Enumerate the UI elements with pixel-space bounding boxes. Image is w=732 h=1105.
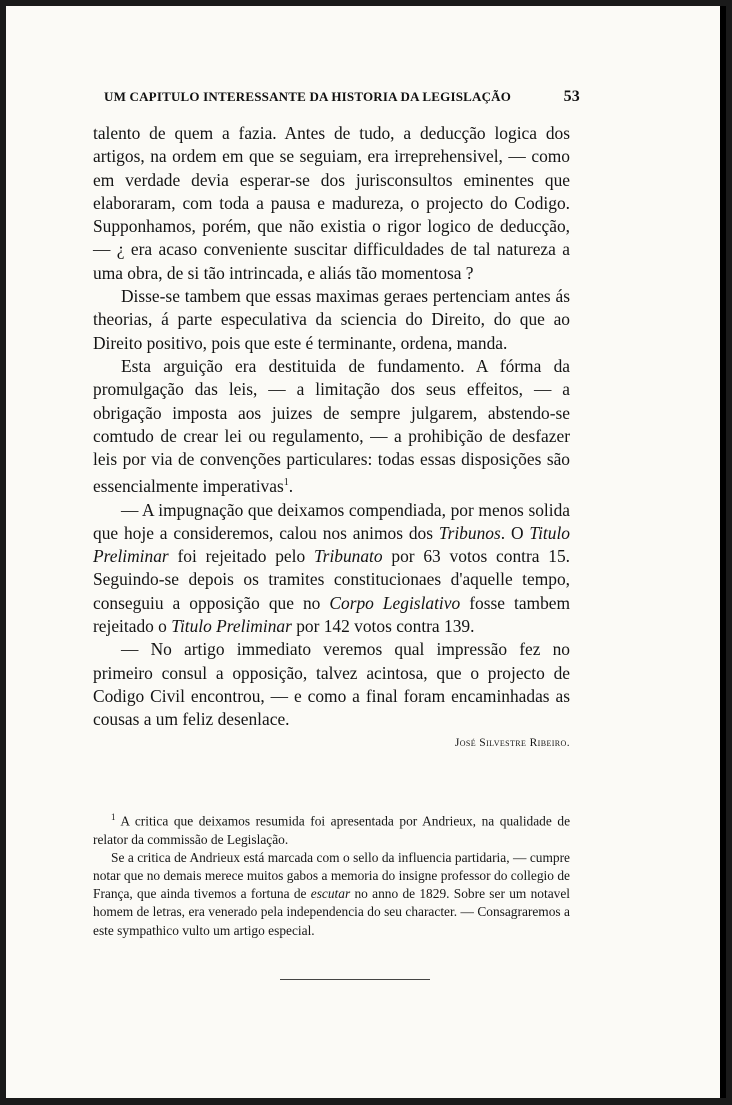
p4-italic-tribunato: Tribunato xyxy=(313,546,383,567)
p4-part-e: foi rejeitado pelo xyxy=(168,546,314,567)
p4-part-g: por 63 votos contra 15. Seguindo-se depois os tramites constitucionaes d'aquelle tempo, conseguiu a opposição que no xyxy=(93,546,571,613)
bottom-rule xyxy=(280,979,430,980)
footnote-reference: 1 xyxy=(283,477,289,489)
paragraph-4 xyxy=(93,499,570,639)
main-text xyxy=(93,122,570,755)
paragraph-3 xyxy=(93,355,570,499)
p4-italic-tribunos: Tribunos xyxy=(438,522,501,543)
footnotes xyxy=(93,808,570,940)
footnote-2-part-c: no anno de 1829. Sobre ser um notavel homem de letras, era venerado pela independencia do seu character. — Consagraremos a este sympathico vulto um artigo especial. xyxy=(93,886,570,938)
running-title: UM CAPITULO INTERESSANTE DA HISTORIA DA LEGISLAÇÃO xyxy=(104,89,512,104)
footnote-1-mark: 1 xyxy=(111,812,116,822)
p4-italic-titulo-2: Titulo Preliminar xyxy=(171,616,292,637)
p4-part-a: — A impugnação que deixamos compendiada, por menos solida que hoje a consideremos, calou nos animos dos xyxy=(93,499,570,543)
footnote-1-text: A critica que deixamos resumida foi apresentada por Andrieux, na qualidade de relator da commissão de Legislação. xyxy=(93,813,571,847)
paragraph-3-end: . xyxy=(288,476,294,497)
paragraph-2: Disse-se tambem que essas maximas geraes pertenciam antes ás theorias, á parte especulativa da sciencia do Direito, do que ao Direito positivo, pois que este é terminante, ordena, manda. xyxy=(93,286,570,353)
p4-part-i: fosse tambem rejeitado o xyxy=(93,592,571,637)
author-signature: José Silvestre Ribeiro. xyxy=(454,736,570,749)
p4-italic-corpo: Corpo Legislativo xyxy=(329,592,461,613)
paragraph-5: — No artigo immediato veremos qual impressão fez no primeiro consul a opposição, talvez acintosa, que o projecto de Codigo Civil encontrou, — e como a final foram encaminhadas as cousas a um feliz desenlace. xyxy=(93,639,570,730)
footnote-2 xyxy=(93,849,570,940)
p4-italic-titulo-1: Titulo Preliminar xyxy=(93,522,570,567)
footnote-2-italic: escutar xyxy=(310,886,351,902)
paragraph-1: talento de quem a fazia. Antes de tudo, a deducção logica dos artigos, na ordem em que se seguiam, era irreprehensivel, — como em verdade devia esperar-se dos jurisconsultos eminentes que elaboraram, com toda a pausa e madureza, o projecto do Codigo. Supponhamos, porém, que não existia o rigor logico de deducção, — ¿ era acaso conveniente suscitar difficuldades de tal natureza a uma obra, de si tão intrincada, e aliás tão momentosa ? xyxy=(93,123,570,283)
p4-part-k: por 142 votos contra 139. xyxy=(291,616,475,637)
paragraph-3-text: Esta arguição era destituida de fundamento. A fórma da promulgação das leis, — a limitação dos seus effeitos, — a obrigação imposta aos juizes de sempre julgarem, abstendo-se comtudo de crear lei ou regulamento, — a prohibição de desfazer leis por via de convenções particulares: todas essas disposições são essencialmente imperativas xyxy=(93,355,570,497)
document-page xyxy=(6,6,726,1098)
page-number: 53 xyxy=(563,88,580,105)
p4-part-c: . O xyxy=(500,522,530,543)
footnote-2-part-a: Se a critica de Andrieux está marcada com o sello da influencia partidaria, — cumpre notar que no demais merece muitos gabos a memoria do insigne professor do collegio de França, que ainda tivemos a fortuna de xyxy=(93,849,570,902)
running-header xyxy=(104,88,580,106)
footnote-1 xyxy=(93,808,570,849)
